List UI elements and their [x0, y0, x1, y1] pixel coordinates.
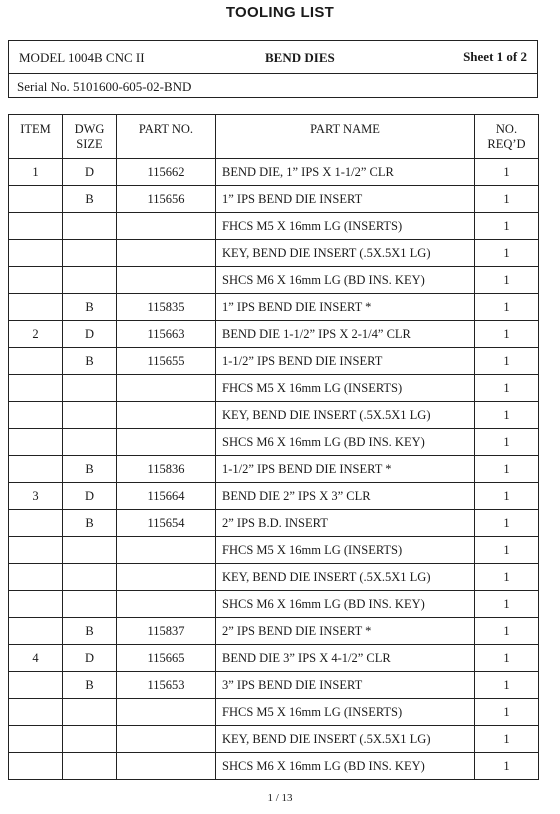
part-no-cell: 115653	[117, 672, 216, 699]
dwg-size-cell: D	[63, 645, 117, 672]
table-row	[9, 402, 539, 429]
part-no-cell: 115656	[117, 186, 216, 213]
item-cell	[9, 537, 63, 564]
dwg-size-cell: B	[63, 456, 117, 483]
page-title: TOOLING LIST	[225, 4, 335, 21]
qty-cell: 1	[475, 645, 539, 672]
table-row	[9, 672, 539, 699]
part-no-cell	[117, 402, 216, 429]
part-no-cell: 115655	[117, 348, 216, 375]
page-number: 1 / 13	[267, 792, 293, 804]
item-cell	[9, 294, 63, 321]
table-row	[9, 348, 539, 375]
qty-cell: 1	[475, 699, 539, 726]
part-no-cell	[117, 213, 216, 240]
table-row	[9, 726, 539, 753]
qty-cell: 1	[475, 591, 539, 618]
table-row	[9, 456, 539, 483]
item-cell	[9, 510, 63, 537]
dwg-size-cell: B	[63, 672, 117, 699]
part-name-cell: 1” IPS BEND DIE INSERT	[216, 186, 475, 213]
dwg-size-cell	[63, 726, 117, 753]
part-name-cell: FHCS M5 X 16mm LG (INSERTS)	[216, 537, 475, 564]
part-no-cell	[117, 537, 216, 564]
dwg-size-cell	[63, 213, 117, 240]
item-cell: 2	[9, 321, 63, 348]
table-row	[9, 564, 539, 591]
table-row	[9, 483, 539, 510]
document-header	[8, 40, 538, 98]
part-name-cell: 1-1/2” IPS BEND DIE INSERT *	[216, 456, 475, 483]
part-name-cell: FHCS M5 X 16mm LG (INSERTS)	[216, 213, 475, 240]
table-row	[9, 537, 539, 564]
qty-cell: 1	[475, 159, 539, 186]
qty-cell: 1	[475, 348, 539, 375]
part-name-cell: KEY, BEND DIE INSERT (.5X.5X1 LG)	[216, 726, 475, 753]
item-cell	[9, 267, 63, 294]
column-header-part-no: PART NO.	[117, 115, 216, 159]
part-no-cell	[117, 267, 216, 294]
dwg-size-cell: D	[63, 321, 117, 348]
qty-cell: 1	[475, 672, 539, 699]
dwg-size-cell	[63, 564, 117, 591]
dwg-size-cell	[63, 402, 117, 429]
serial-row	[9, 74, 537, 99]
table-row	[9, 294, 539, 321]
item-cell: 1	[9, 159, 63, 186]
section-label: BEND DIES	[265, 50, 335, 65]
dwg-size-cell	[63, 537, 117, 564]
qty-cell: 1	[475, 267, 539, 294]
item-cell	[9, 456, 63, 483]
part-name-cell: KEY, BEND DIE INSERT (.5X.5X1 LG)	[216, 564, 475, 591]
column-header-part-name: PART NAME	[216, 115, 475, 159]
part-no-cell	[117, 564, 216, 591]
qty-cell: 1	[475, 402, 539, 429]
qty-cell: 1	[475, 618, 539, 645]
part-name-cell: KEY, BEND DIE INSERT (.5X.5X1 LG)	[216, 240, 475, 267]
column-header-qty: NO. REQ’D	[475, 115, 539, 159]
item-cell	[9, 240, 63, 267]
dwg-size-cell: D	[63, 159, 117, 186]
table-row	[9, 213, 539, 240]
qty-cell: 1	[475, 186, 539, 213]
table-row	[9, 321, 539, 348]
part-no-cell: 115664	[117, 483, 216, 510]
table-row	[9, 267, 539, 294]
parts-table-body	[9, 159, 539, 780]
table-row	[9, 159, 539, 186]
item-cell	[9, 753, 63, 780]
serial-number: Serial No. 5101600-605-02-BND	[17, 79, 192, 94]
table-row	[9, 429, 539, 456]
part-name-cell: BEND DIE 1-1/2” IPS X 2-1/4” CLR	[216, 321, 475, 348]
header-row	[9, 41, 537, 74]
part-no-cell	[117, 240, 216, 267]
part-name-cell: FHCS M5 X 16mm LG (INSERTS)	[216, 375, 475, 402]
qty-cell: 1	[475, 456, 539, 483]
part-name-cell: SHCS M6 X 16mm LG (BD INS. KEY)	[216, 591, 475, 618]
dwg-size-cell: B	[63, 348, 117, 375]
table-row	[9, 240, 539, 267]
item-cell	[9, 726, 63, 753]
qty-cell: 1	[475, 483, 539, 510]
column-header-item: ITEM	[9, 115, 63, 159]
dwg-size-cell	[63, 591, 117, 618]
item-cell	[9, 672, 63, 699]
qty-cell: 1	[475, 537, 539, 564]
dwg-size-cell: D	[63, 483, 117, 510]
dwg-size-cell: B	[63, 510, 117, 537]
parts-table	[8, 114, 539, 780]
item-cell	[9, 618, 63, 645]
sheet-label: Sheet 1 of 2	[463, 49, 527, 64]
table-header-row	[9, 115, 539, 159]
table-row	[9, 618, 539, 645]
part-no-cell: 115662	[117, 159, 216, 186]
part-name-cell: BEND DIE 3” IPS X 4-1/2” CLR	[216, 645, 475, 672]
dwg-size-cell: B	[63, 618, 117, 645]
item-cell	[9, 429, 63, 456]
dwg-size-cell	[63, 375, 117, 402]
table-row	[9, 186, 539, 213]
part-no-cell	[117, 591, 216, 618]
item-cell	[9, 375, 63, 402]
part-name-cell: KEY, BEND DIE INSERT (.5X.5X1 LG)	[216, 402, 475, 429]
item-cell	[9, 348, 63, 375]
part-name-cell: SHCS M6 X 16mm LG (BD INS. KEY)	[216, 753, 475, 780]
part-name-cell: SHCS M6 X 16mm LG (BD INS. KEY)	[216, 429, 475, 456]
item-cell: 3	[9, 483, 63, 510]
part-no-cell	[117, 429, 216, 456]
part-no-cell	[117, 753, 216, 780]
qty-cell: 1	[475, 294, 539, 321]
dwg-size-cell	[63, 240, 117, 267]
table-row	[9, 591, 539, 618]
part-name-cell: 2” IPS BEND DIE INSERT *	[216, 618, 475, 645]
dwg-size-cell	[63, 753, 117, 780]
table-row	[9, 753, 539, 780]
dwg-size-cell: B	[63, 186, 117, 213]
qty-cell: 1	[475, 726, 539, 753]
part-no-cell	[117, 699, 216, 726]
part-no-cell: 115665	[117, 645, 216, 672]
item-cell	[9, 402, 63, 429]
model-label: MODEL 1004B CNC II	[19, 50, 145, 65]
table-row	[9, 510, 539, 537]
qty-cell: 1	[475, 375, 539, 402]
qty-cell: 1	[475, 213, 539, 240]
qty-cell: 1	[475, 753, 539, 780]
item-cell: 4	[9, 645, 63, 672]
part-name-cell: FHCS M5 X 16mm LG (INSERTS)	[216, 699, 475, 726]
table-row	[9, 645, 539, 672]
part-no-cell: 115836	[117, 456, 216, 483]
part-no-cell	[117, 726, 216, 753]
part-name-cell: 1” IPS BEND DIE INSERT *	[216, 294, 475, 321]
part-no-cell: 115663	[117, 321, 216, 348]
part-name-cell: BEND DIE 2” IPS X 3” CLR	[216, 483, 475, 510]
item-cell	[9, 186, 63, 213]
qty-cell: 1	[475, 240, 539, 267]
part-name-cell: SHCS M6 X 16mm LG (BD INS. KEY)	[216, 267, 475, 294]
qty-cell: 1	[475, 564, 539, 591]
dwg-size-cell	[63, 429, 117, 456]
dwg-size-cell	[63, 267, 117, 294]
qty-cell: 1	[475, 321, 539, 348]
part-no-cell: 115654	[117, 510, 216, 537]
part-no-cell: 115837	[117, 618, 216, 645]
item-cell	[9, 564, 63, 591]
item-cell	[9, 699, 63, 726]
item-cell	[9, 213, 63, 240]
item-cell	[9, 591, 63, 618]
table-row	[9, 699, 539, 726]
qty-cell: 1	[475, 429, 539, 456]
part-no-cell: 115835	[117, 294, 216, 321]
part-no-cell	[117, 375, 216, 402]
part-name-cell: 1-1/2” IPS BEND DIE INSERT	[216, 348, 475, 375]
dwg-size-cell: B	[63, 294, 117, 321]
part-name-cell: 3” IPS BEND DIE INSERT	[216, 672, 475, 699]
column-header-dwg-size: DWG SIZE	[63, 115, 117, 159]
qty-cell: 1	[475, 510, 539, 537]
table-row	[9, 375, 539, 402]
part-name-cell: 2” IPS B.D. INSERT	[216, 510, 475, 537]
part-name-cell: BEND DIE, 1” IPS X 1-1/2” CLR	[216, 159, 475, 186]
dwg-size-cell	[63, 699, 117, 726]
